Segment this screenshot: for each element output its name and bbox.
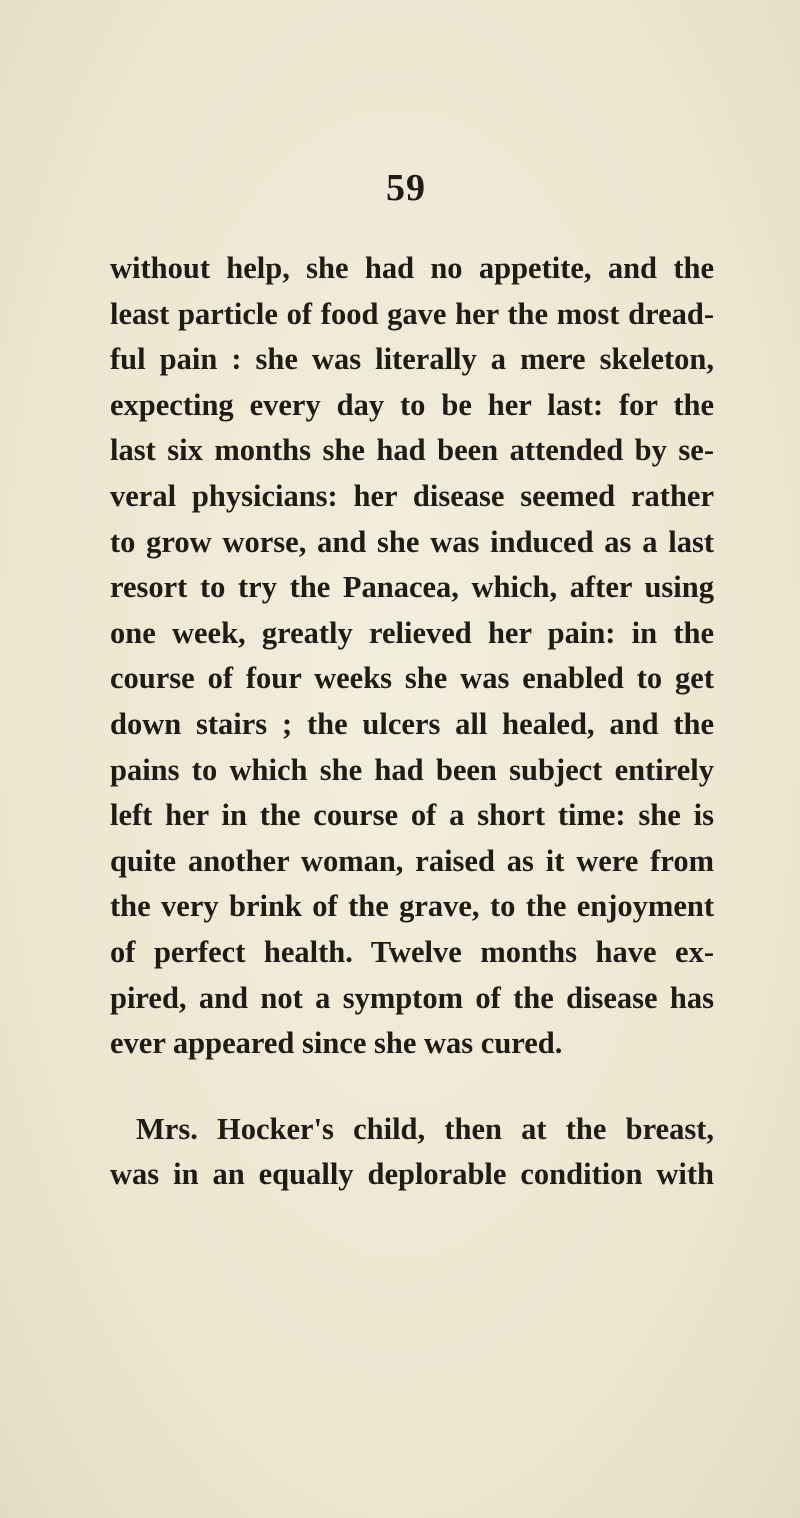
text-line: least particle of food gave her the most dread- — [110, 296, 714, 331]
paragraph-gap — [110, 1067, 714, 1107]
text-line: veral physicians: her disease seemed rather — [110, 478, 714, 513]
text-line: expecting every day to be her last: for the — [110, 387, 714, 422]
text-line: pired, and not a symptom of the disease has — [110, 980, 714, 1015]
text-line: down stairs ; the ulcers all healed, and the — [110, 706, 714, 741]
text-line: course of four weeks she was enabled to get — [110, 661, 714, 696]
text-line: without help, she had no appetite, and the — [110, 251, 714, 285]
text-line: pains to which she had been subject entirely — [110, 752, 714, 787]
text-line: ever appeared since she was cured. — [110, 1026, 563, 1061]
text-line: was in an equally deplorable condition with — [110, 1157, 714, 1192]
text-line: resort to try the Panacea, which, after using — [110, 570, 714, 605]
text-line: last six months she had been attended by se- — [110, 433, 714, 468]
text-line: left her in the course of a short time: she is — [110, 798, 714, 833]
text-line: of perfect health. Twelve months have ex- — [110, 934, 714, 969]
text-line: one week, greatly relieved her pain: in the — [110, 615, 714, 650]
paragraph-2 — [110, 1107, 714, 1198]
paragraph-1 — [110, 246, 714, 1067]
page-number: 59 — [386, 167, 426, 209]
body-text — [110, 246, 714, 1198]
text-line: ful pain : she was literally a mere skeleton, — [110, 342, 714, 377]
text-line: quite another woman, raised as it were from — [110, 843, 714, 878]
text-line: the very brink of the grave, to the enjoyment — [110, 889, 714, 924]
text-line: to grow worse, and she was induced as a last — [110, 524, 714, 559]
text-line: Mrs. Hocker's child, then at the breast, — [136, 1111, 714, 1146]
